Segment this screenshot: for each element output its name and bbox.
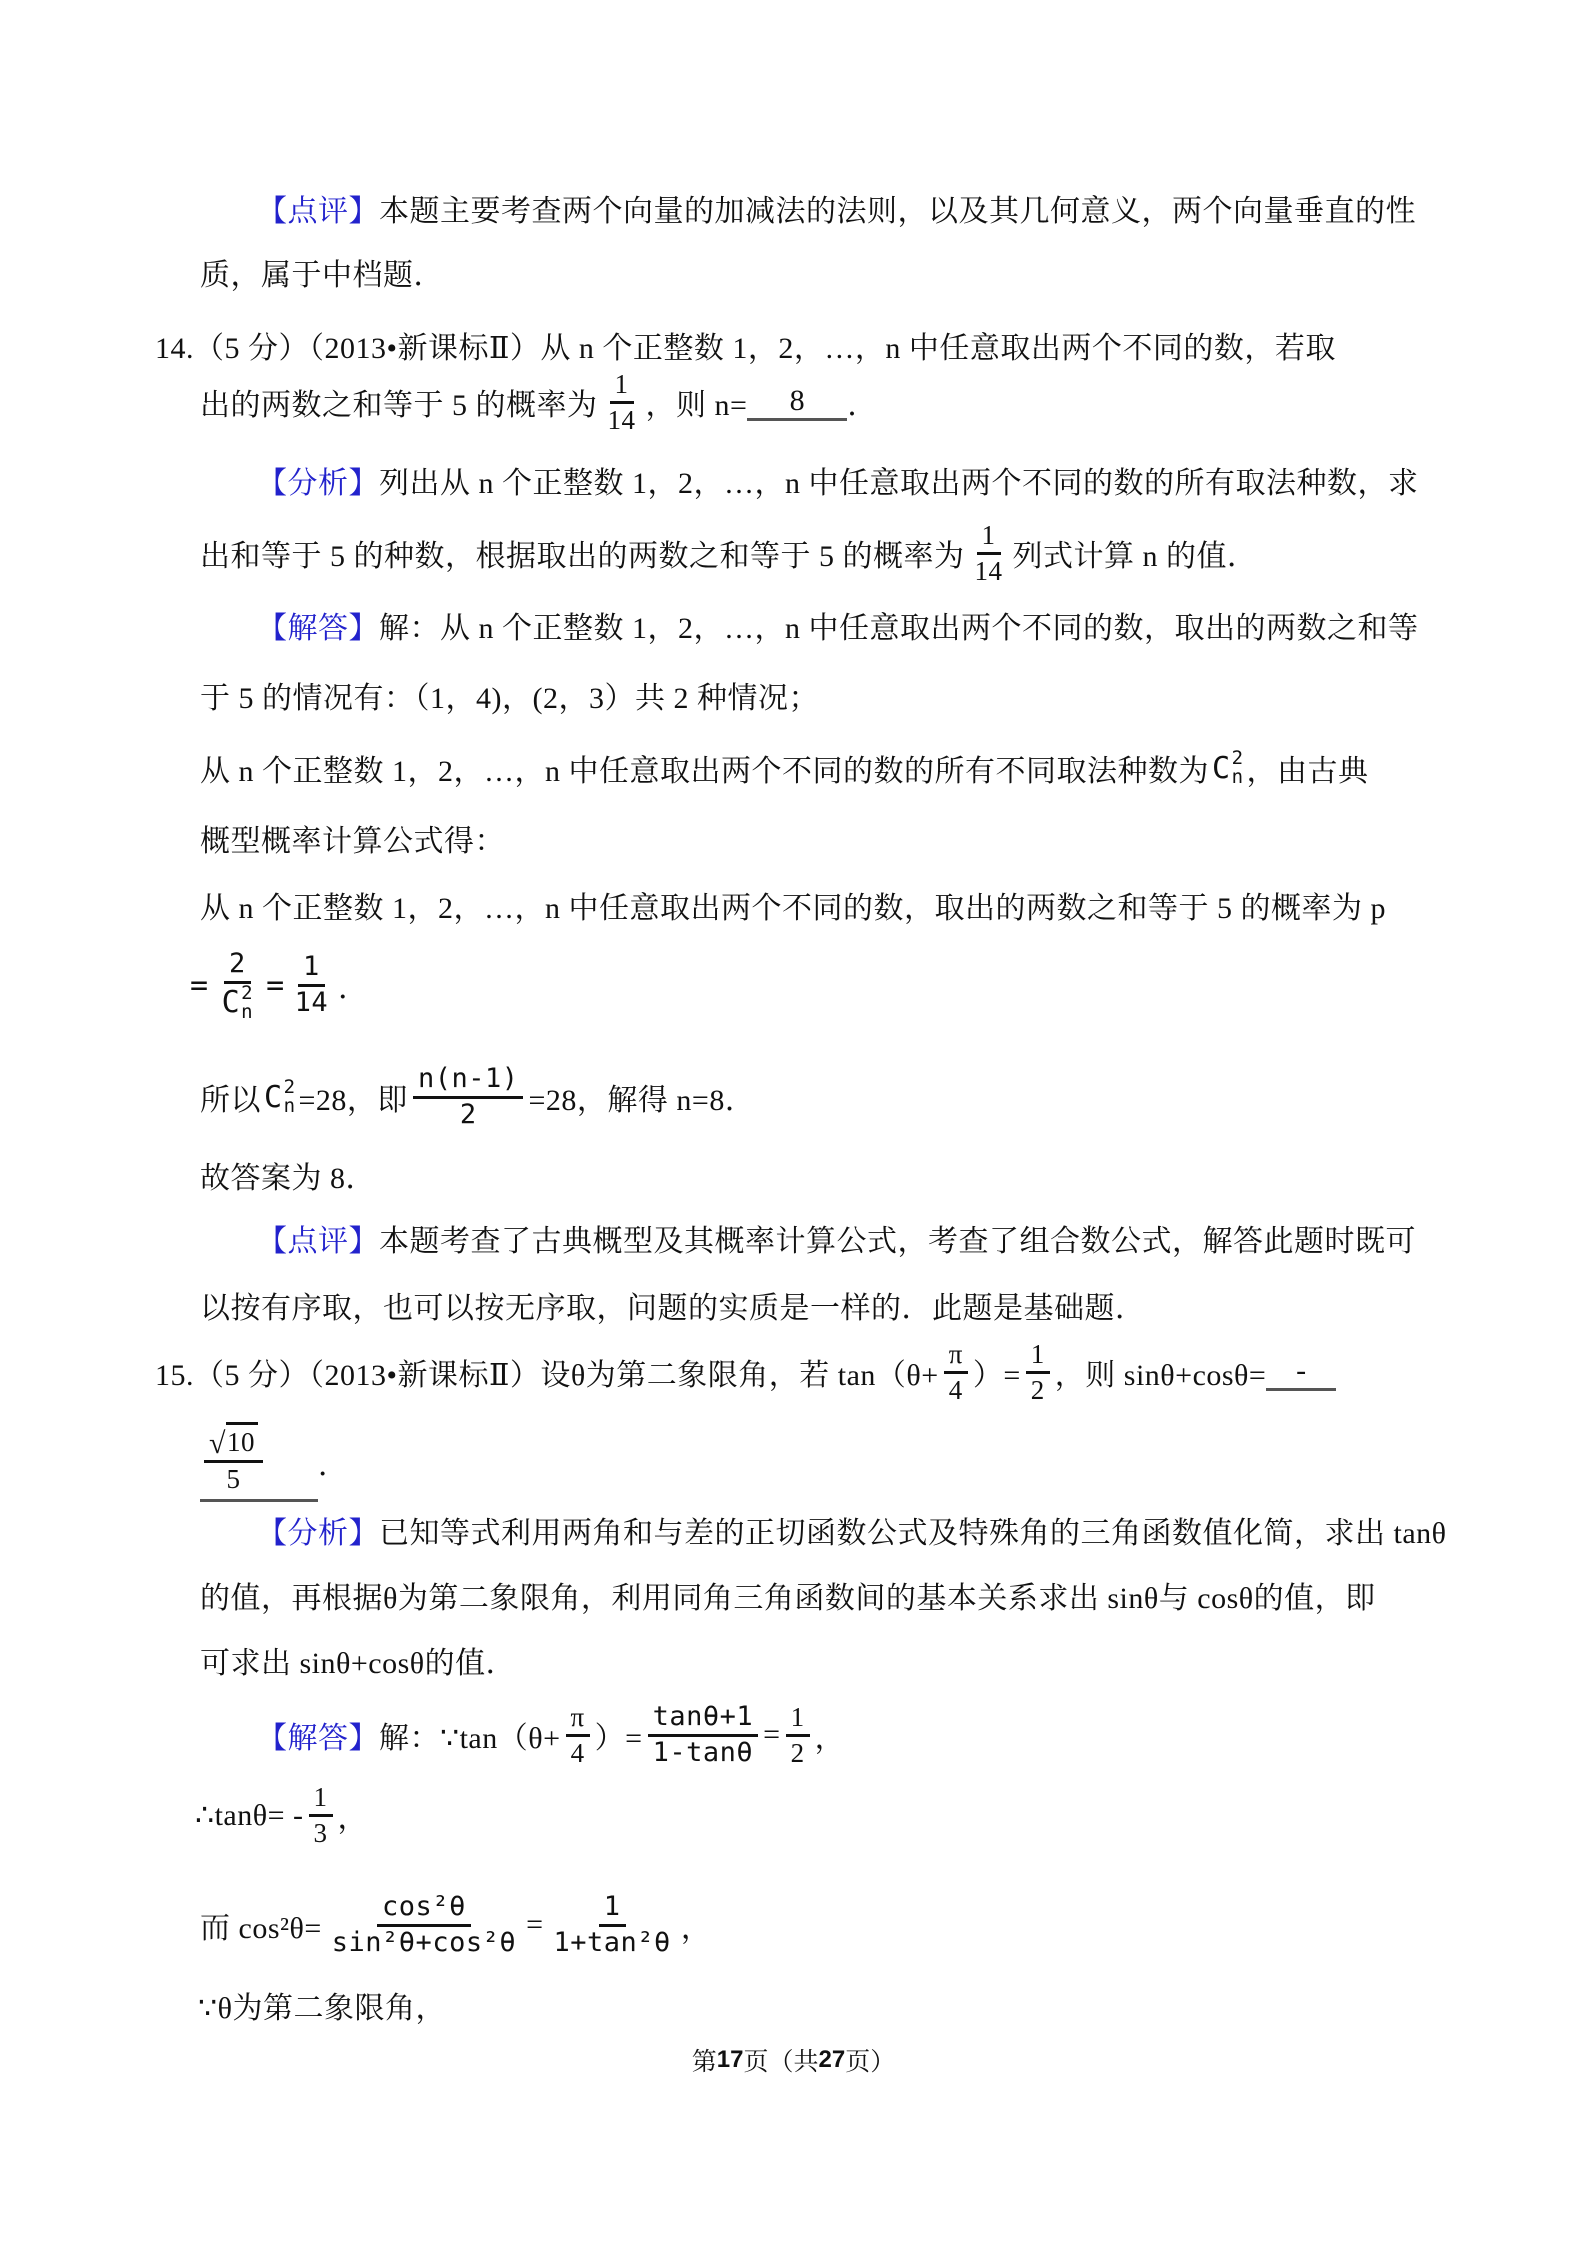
comma: ， <box>337 1802 369 1835</box>
q14-solution-line-3 <box>200 738 1369 798</box>
question-text: ）= <box>972 1359 1021 1392</box>
fraction-pi-4: $\frac{\pi}{4}$ <box>944 1338 968 1406</box>
combination-symbol: C 2 n <box>1212 747 1244 788</box>
fraction-1-14: $\frac{1}{14}$ <box>974 520 1003 586</box>
fraction-pi-4: $\frac{\pi}{4}$ <box>566 1701 590 1769</box>
combination-symbol: C 2 n <box>221 981 254 1023</box>
period: ． <box>317 1449 349 1482</box>
analysis-tag: 【分析】 <box>257 1517 379 1550</box>
q15-analysis-line-1 <box>257 1510 1447 1550</box>
q14-comment-line-1 <box>257 1218 1416 1258</box>
equals-sign: = <box>763 1718 781 1751</box>
footer-text: 页（共 <box>743 2049 819 2076</box>
answer-value: 8 <box>789 383 806 417</box>
q15-analysis-line-2 <box>200 1575 1376 1615</box>
solution-tag: 【解答】 <box>257 612 379 645</box>
analysis-text: 可求出 sinθ+cosθ的值． <box>200 1647 517 1680</box>
comment-text: 本题主要考查两个向量的加减法的法则，以及其几何意义，两个向量垂直的性 <box>379 195 1416 228</box>
sqrt-symbol: √ 10 <box>209 1422 258 1458</box>
q14-solution-line-2 <box>200 675 819 715</box>
question-text: 14.（5 分）（2013•新课标Ⅱ）从 n 个正整数 1，2，…，n 中任意取出两个不同的数，若取 <box>155 332 1336 365</box>
q15-solution-line-4 <box>198 1985 446 2025</box>
equals-sign: = <box>190 967 209 1003</box>
analysis-text: 已知等式利用两角和与差的正切函数公式及特殊角的三角函数值化简，求出 tanθ <box>379 1517 1447 1550</box>
q14-solution-line-7 <box>200 1155 376 1195</box>
comment-tag: 【点评】 <box>257 1225 379 1258</box>
solution-text: 从 n 个正整数 1，2，…，n 中任意取出两个不同的数的所有不同取法种数为 <box>200 755 1209 788</box>
solution-text: 而 cos²θ= <box>200 1912 322 1945</box>
fraction-1-2: $\frac{1}{2}$ <box>786 1701 810 1769</box>
solution-text: 所以 <box>200 1084 261 1117</box>
q14-question-line-2 <box>200 352 878 452</box>
answer-blank <box>747 384 847 421</box>
solution-text: 解：∵tan（θ+ <box>379 1722 561 1755</box>
q14-analysis-line-2 <box>200 503 1258 603</box>
q15-answer-line <box>200 1407 348 1517</box>
footer-total-pages: 27 <box>818 2046 846 2073</box>
comma: ， <box>814 1722 846 1755</box>
solution-text: 于 5 的情况有：（1，4)，(2，3）共 2 种情况； <box>200 682 819 715</box>
fraction-1-over-1+tan2: $\frac{1}{\text{1+tan²θ}}$ <box>553 1891 671 1958</box>
solution-text: 概型概率计算公式得： <box>200 825 505 858</box>
comma: ， <box>680 1912 712 1945</box>
fraction-tan: $\frac{\tan\theta+1}{1-\tan\theta}$ <box>648 1701 759 1769</box>
q14-solution-line-1 <box>257 605 1419 645</box>
solution-text: 故答案为 8． <box>200 1162 376 1195</box>
comment-text: 本题考查了古典概型及其概率计算公式，考查了组合数公式，解答此题时既可 <box>379 1225 1416 1258</box>
analysis-text: 列式计算 n 的值． <box>1012 540 1258 573</box>
answer-negative-sign: - <box>1296 1353 1307 1387</box>
footer-text: 页） <box>845 2049 896 2076</box>
solution-text: 解：从 n 个正整数 1，2，…，n 中任意取出两个不同的数，取出的两数之和等 <box>379 612 1419 645</box>
comment-tag: 【点评】 <box>257 195 379 228</box>
answer-blank <box>200 1422 318 1501</box>
solution-tag: 【解答】 <box>257 1722 379 1755</box>
q15-solution-line-3 <box>200 1860 711 1990</box>
fraction-1-14: $\frac{1}{14}$ <box>607 369 636 435</box>
question-text: ，则 n= <box>645 389 748 422</box>
q14-solution-line-4 <box>200 818 505 858</box>
solution-text: ∴tanθ= - <box>195 1798 304 1832</box>
q14-solution-line-6 <box>200 1047 755 1147</box>
fraction-1-2: $\frac{1}{2}$ <box>1026 1338 1050 1406</box>
question-text: ． <box>847 389 878 422</box>
solution-text: =28，即 <box>298 1084 408 1117</box>
question-text: ，则 sinθ+cosθ= <box>1054 1359 1267 1392</box>
q14-solution-line-5 <box>200 885 1386 925</box>
equals-sign: = <box>526 1908 544 1941</box>
q15-analysis-line-3 <box>200 1640 516 1680</box>
q15-solution-line-2 <box>195 1765 368 1865</box>
analysis-text: 出和等于 5 的种数，根据取出的两数之和等于 5 的概率为 <box>200 540 965 573</box>
analysis-text: 列出从 n 个正整数 1，2，…，n 中任意取出两个不同的数的所有取法种数，求 <box>379 467 1419 500</box>
answer-blank <box>1266 1354 1336 1391</box>
q13-comment-line-1 <box>257 188 1416 228</box>
solution-text: 从 n 个正整数 1，2，…，n 中任意取出两个不同的数，取出的两数之和等于 5 的概率为 p <box>200 892 1386 925</box>
analysis-text: 的值，再根据θ为第二象限角，利用同角三角函数间的基本关系求出 sinθ与 cosθ的值，即 <box>200 1582 1376 1615</box>
combination-symbol: C 2 n <box>264 1076 296 1117</box>
period: ． <box>338 971 369 1006</box>
footer-text: 第 <box>691 2049 717 2076</box>
analysis-tag: 【分析】 <box>257 467 379 500</box>
solution-text: =28，解得 n=8． <box>528 1084 756 1117</box>
fraction-n(n-1)-2: $\frac{n(n-1)}{2}$ <box>413 1063 524 1131</box>
page-footer <box>0 2040 1587 2080</box>
q14-equation-p <box>190 925 369 1045</box>
fraction-2-over-Cn2: 2 C 2 n <box>221 948 254 1023</box>
comment-text: 以按有序取，也可以按无序取，问题的实质是一样的．此题是基础题． <box>200 1292 1146 1325</box>
fraction-1-14: $\frac{1}{14}$ <box>294 951 329 1018</box>
fraction-1-3: $\frac{1}{3}$ <box>309 1781 333 1849</box>
solution-text: ）= <box>594 1722 643 1755</box>
question-text: 15.（5 分）（2013•新课标Ⅱ）设θ为第二象限角，若 tan（θ+ <box>155 1359 939 1392</box>
solution-text: ∵θ为第二象限角， <box>198 1992 446 2025</box>
q13-comment-line-2 <box>200 252 444 292</box>
q14-comment-line-2 <box>200 1285 1146 1325</box>
fraction-cos2: $\frac{\text{cos²θ}}{\text{sin²θ+cos²θ}}$ <box>331 1891 517 1958</box>
question-text: 出的两数之和等于 5 的概率为 <box>200 389 598 422</box>
footer-page-number: 17 <box>716 2046 744 2073</box>
fraction-sqrt10-5: √ 10 5 <box>204 1422 263 1495</box>
solution-text: ，由古典 <box>1246 755 1369 788</box>
equals-sign: = <box>266 967 285 1003</box>
q14-analysis-line-1 <box>257 460 1419 500</box>
comment-text: 质，属于中档题． <box>200 259 444 292</box>
